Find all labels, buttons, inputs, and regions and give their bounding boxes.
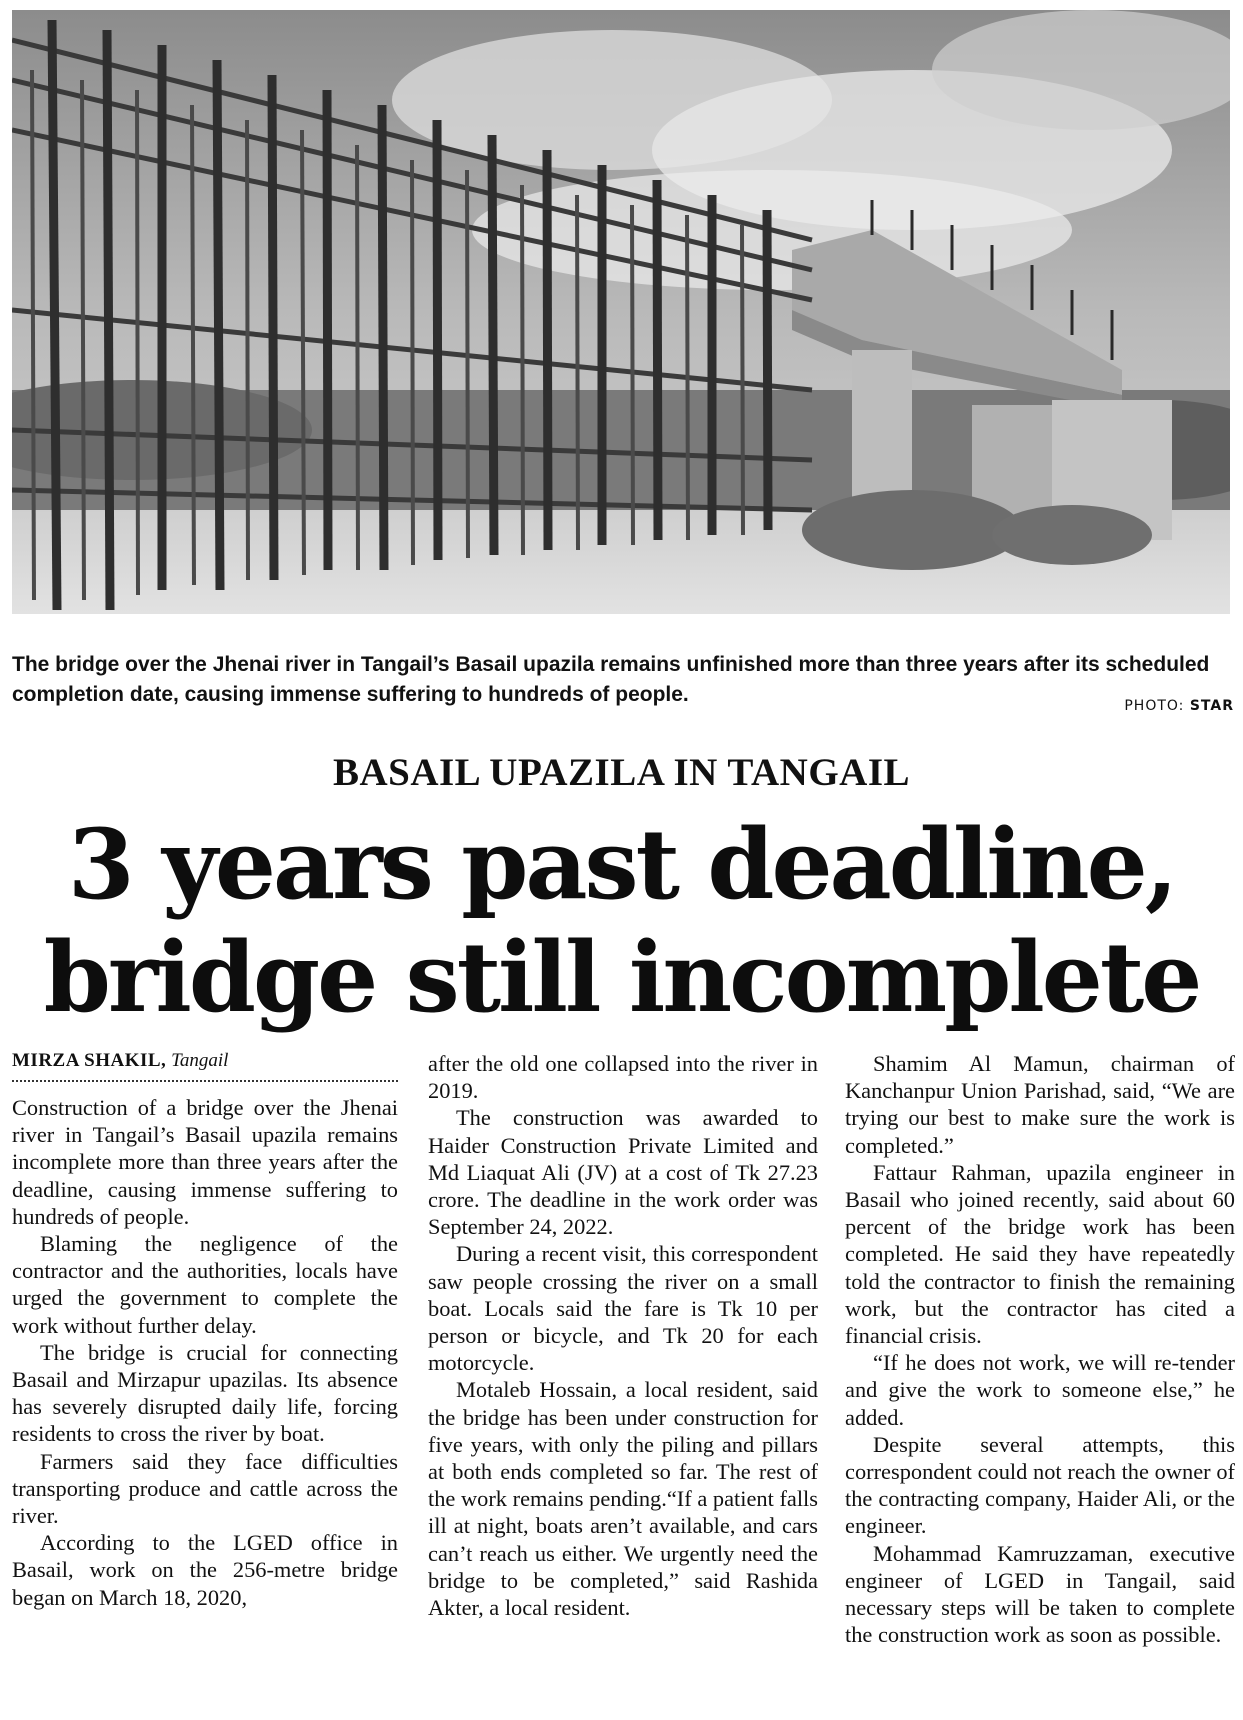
paragraph: Despite several attempts, this correspondent could not reach the owner of the contracting company, Haider Ali, or the engineer. xyxy=(845,1431,1235,1539)
paragraph: Shamim Al Mamun, chairman of Kanchanpur Union Parishad, said, “We are trying our best to make sure the work is completed.” xyxy=(845,1051,1235,1158)
paragraph: Mohammad Kamruzzaman, executive engineer of LGED in Tangail, said necessary steps will be taken to complete the construction work as soon as possible. xyxy=(845,1540,1235,1648)
photo-credit xyxy=(1124,698,1234,714)
paragraph: after the old one collapsed into the river in 2019. xyxy=(428,1051,818,1104)
byline xyxy=(12,1050,398,1082)
headline xyxy=(0,808,1243,1034)
article-column-2 xyxy=(428,1050,818,1710)
photo-credit-label: PHOTO: xyxy=(1124,698,1190,714)
paragraph: Fattaur Rahman, upazila engineer in Basail who joined recently, said about 60 percent of the bridge work has been completed. He said they have repeatedly told the contractor to finish the remaining work, but the contractor has cited a financial crisis. xyxy=(845,1159,1235,1349)
paragraph: “If he does not work, we will re-tender and give the work to someone else,” he added. xyxy=(845,1350,1235,1430)
article-column-3 xyxy=(845,1050,1235,1710)
paragraph: Farmers said they face difficulties transporting produce and cattle across the river. xyxy=(12,1448,398,1529)
headline-line-2: bridge still incomplete xyxy=(43,921,1200,1034)
headline-line-1: 3 years past deadline, xyxy=(67,808,1176,921)
paragraph: According to the LGED office in Basail, work on the 256-metre bridge began on March 18, 2020, xyxy=(12,1530,398,1610)
paragraph: The construction was awarded to Haider Construction Private Limited and Md Liaquat Ali (JV) at a cost of Tk 27.23 crore. The deadline in the work order was September 24, 2022. xyxy=(428,1105,818,1240)
photo-caption: The bridge over the Jhenai river in Tangail’s Basail upazila remains unfinished more than three years after its scheduled completion date, causing immense suffering to hundreds of people. xyxy=(12,653,1210,706)
byline-location: Tangail xyxy=(171,1050,229,1071)
photo-credit-source: STAR xyxy=(1189,698,1234,714)
article-column-1 xyxy=(12,1094,398,1714)
bridge-construction-photo xyxy=(12,10,1230,614)
byline-author: MIRZA SHAKIL, xyxy=(12,1050,167,1071)
kicker: BASAIL UPAZILA IN TANGAIL xyxy=(332,751,911,794)
paragraph: During a recent visit, this correspondent saw people crossing the river on a small boat. Locals said the fare is Tk 10 per person or bicycle, and Tk 20 for each motorcycle. xyxy=(428,1241,818,1376)
paragraph: Blaming the negligence of the contractor and the authorities, locals have urged the government to complete the work without further delay. xyxy=(12,1231,398,1338)
paragraph: Construction of a bridge over the Jhenai river in Tangail’s Basail upazila remains incomplete more than three years after the deadline, causing immense suffering to hundreds of people. xyxy=(12,1095,398,1229)
paragraph: The bridge is crucial for connecting Basail and Mirzapur upazilas. Its absence has severely disrupted daily life, forcing residents to cross the river by boat. xyxy=(12,1339,398,1447)
paragraph: Motaleb Hossain, a local resident, said the bridge has been under construction for five years, with only the piling and pillars at both ends completed so far. The rest of the work remains pending.“If a patient falls ill at night, boats aren’t available, and cars can’t reach us either. We urgently need the bridge to be completed,” said Rashida Akter, a local resident. xyxy=(428,1377,818,1621)
